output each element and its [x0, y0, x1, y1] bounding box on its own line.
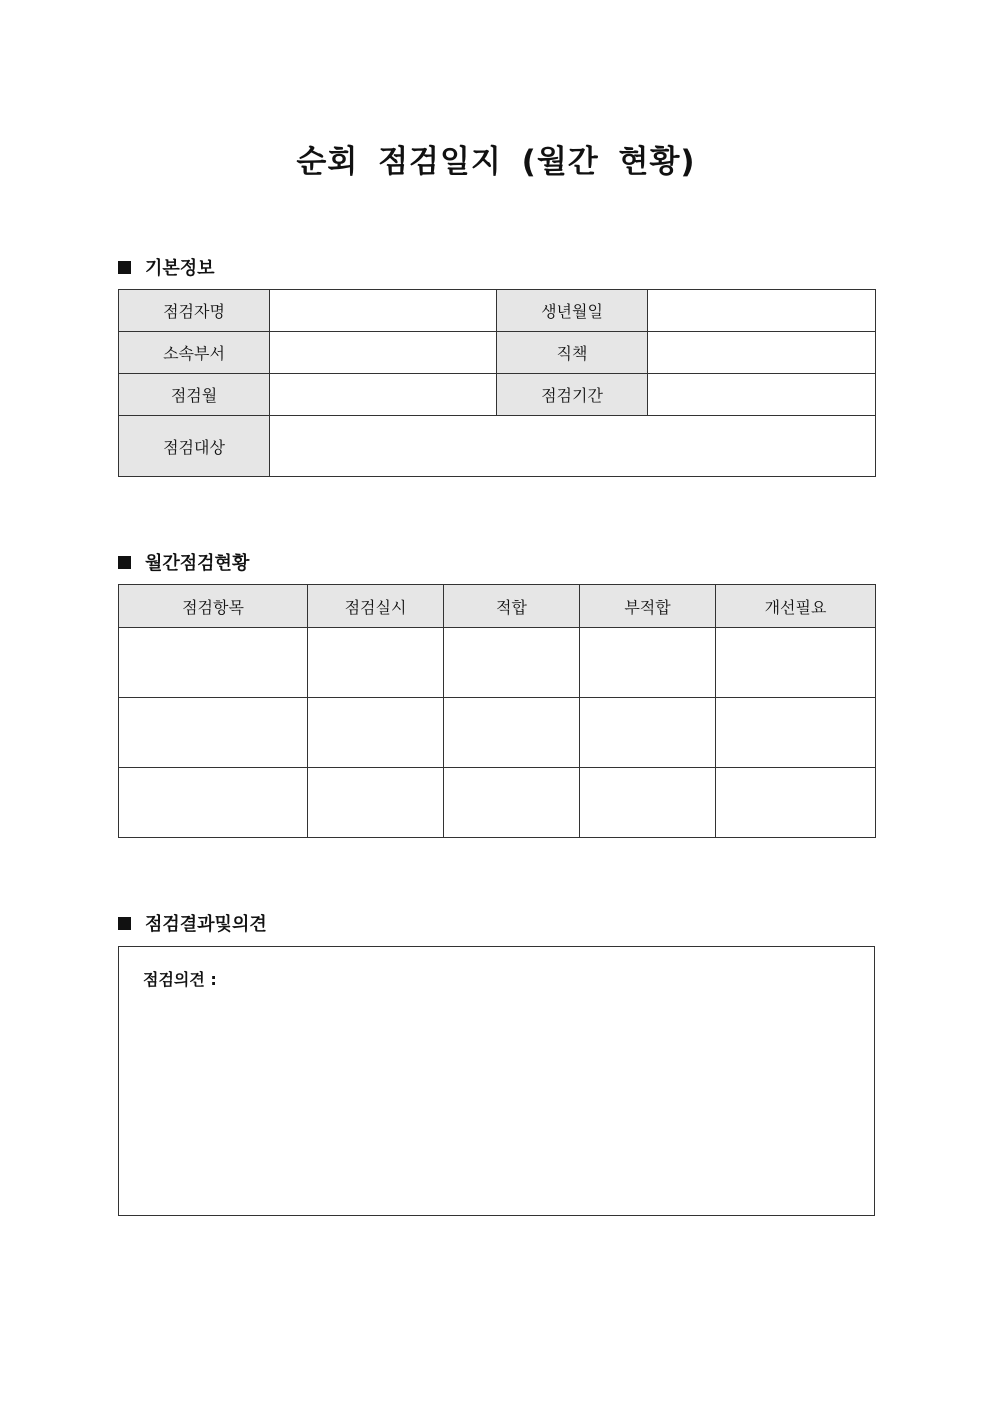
column-header-conducted: 점검실시: [308, 585, 444, 628]
birth-date-label: 생년월일: [497, 290, 648, 332]
table-cell[interactable]: [444, 628, 580, 698]
column-header-compliant: 적합: [444, 585, 580, 628]
table-cell[interactable]: [580, 768, 716, 838]
table-cell[interactable]: [716, 628, 876, 698]
section-heading-results: [118, 910, 267, 936]
table-row: [119, 628, 876, 698]
square-bullet-icon: [118, 556, 131, 569]
department-field[interactable]: [270, 332, 497, 374]
table-cell[interactable]: [444, 768, 580, 838]
table-cell[interactable]: [119, 698, 308, 768]
inspector-name-field[interactable]: [270, 290, 497, 332]
section-heading-monthly-status: [118, 549, 249, 575]
position-label: 직책: [497, 332, 648, 374]
table-cell[interactable]: [119, 628, 308, 698]
table-cell[interactable]: [580, 628, 716, 698]
table-cell[interactable]: [716, 768, 876, 838]
opinion-label: 점검의견 :: [143, 970, 217, 989]
column-header-improvement-needed: 개선필요: [716, 585, 876, 628]
section-heading-label: 기본정보: [145, 258, 215, 279]
inspection-month-label: 점검월: [119, 374, 270, 416]
department-label: 소속부서: [119, 332, 270, 374]
table-cell[interactable]: [308, 628, 444, 698]
table-row: [119, 416, 876, 477]
inspection-month-field[interactable]: [270, 374, 497, 416]
table-row: [119, 290, 876, 332]
table-row: [119, 698, 876, 768]
table-header-row: [119, 585, 876, 628]
table-cell[interactable]: [308, 698, 444, 768]
square-bullet-icon: [118, 917, 131, 930]
table-cell[interactable]: [444, 698, 580, 768]
section-heading-label: 점검결과및의견: [145, 914, 267, 935]
section-heading-label: 월간점검현황: [145, 553, 250, 574]
table-cell[interactable]: [580, 698, 716, 768]
column-header-item: 점검항목: [119, 585, 308, 628]
page-title: 순회 점검일지 (월간 현황): [296, 144, 696, 180]
position-field[interactable]: [648, 332, 876, 374]
birth-date-field[interactable]: [648, 290, 876, 332]
inspection-period-label: 점검기간: [497, 374, 648, 416]
inspector-name-label: 점검자명: [119, 290, 270, 332]
opinion-box[interactable]: [118, 946, 875, 1216]
table-row: [119, 374, 876, 416]
section-heading-basic-info: [118, 254, 215, 280]
table-cell[interactable]: [716, 698, 876, 768]
table-cell[interactable]: [308, 768, 444, 838]
table-row: [119, 332, 876, 374]
table-cell[interactable]: [119, 768, 308, 838]
inspection-period-field[interactable]: [648, 374, 876, 416]
table-row: [119, 768, 876, 838]
column-header-noncompliant: 부적합: [580, 585, 716, 628]
square-bullet-icon: [118, 261, 131, 274]
basic-info-table: [118, 289, 876, 477]
inspection-target-field[interactable]: [270, 416, 876, 477]
inspection-target-label: 점검대상: [119, 416, 270, 477]
monthly-status-table: [118, 584, 876, 838]
